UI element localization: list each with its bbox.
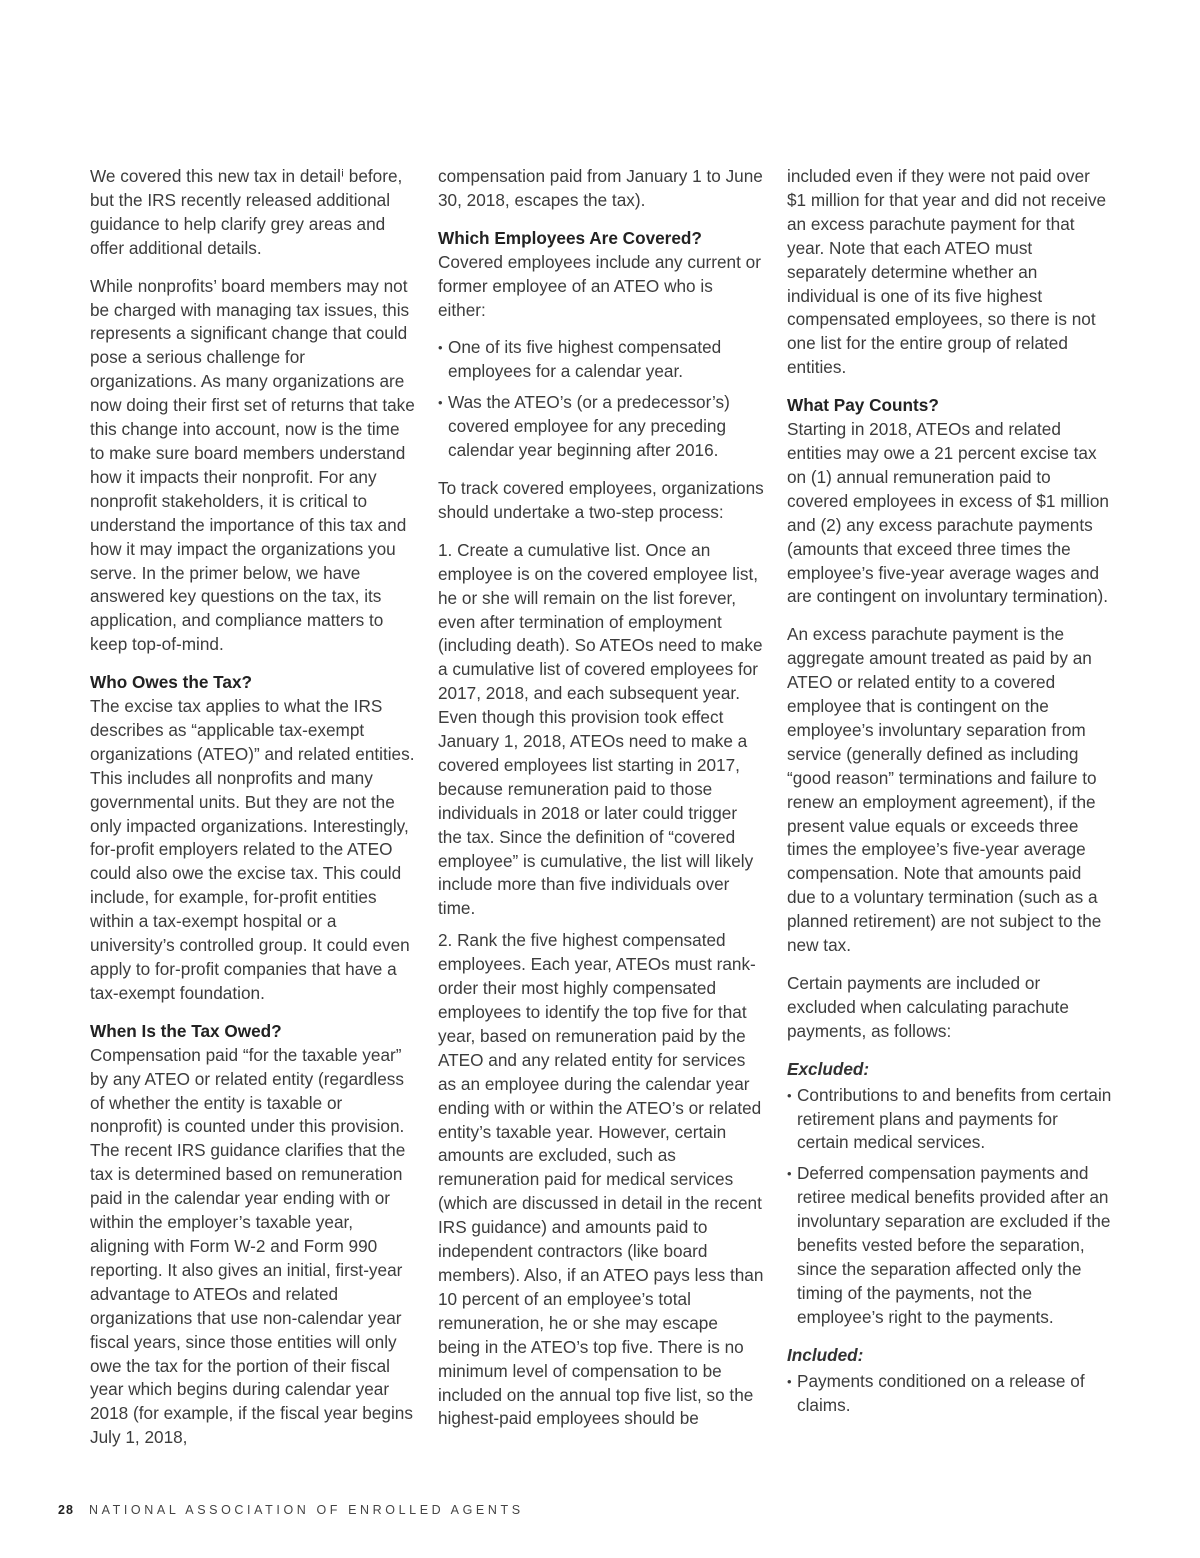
list-item: • Contributions to and benefits from certain retirement plans and payments for certain medical services.: [787, 1084, 1113, 1156]
paragraph: Starting in 2018, ATEOs and related entities may owe a 21 percent excise tax on (1) annual remuneration paid to covered employees in excess of $1 million and (2) any excess parachute payments (amounts that exceed three times the employee’s five-year average wages and are contingent on involuntary termination).: [787, 419, 1109, 607]
column-3: [787, 165, 1113, 1431]
paragraph: The excise tax applies to what the IRS describes as “applicable tax-exempt organizations (ATEO)” and related entities. This includes all nonprofits and many governmental units. But they are not the only impacted organizations. Interestingly, for-profit employers related to the ATEO could also owe the excise tax. This could include, for example, for-profit entities within a tax-exempt hospital or a university’s controlled group. It could even apply to for-profit companies that have a tax-exempt foundation.: [90, 696, 415, 1003]
heading-who-owes: Who Owes the Tax?: [90, 672, 253, 693]
section-what-pay-counts: [787, 394, 1113, 609]
page-number: 28: [58, 1503, 74, 1517]
paragraph: To track covered employees, organizations should undertake a two-step process:: [438, 477, 764, 522]
list-item: • One of its five highest compensated employees for a calendar year.: [438, 336, 764, 384]
heading-which-employees: Which Employees Are Covered?: [438, 227, 702, 248]
paragraph: included even if they were not paid over $1 million for that year and did not receive an excess parachute payment for that year. Note that each ATEO must separately determine whether an individual is one of its five highest compensated employees, so there is not one list for the entire group of related entities.: [787, 166, 1107, 378]
column-2: [438, 165, 764, 1445]
list-item: • Payments conditioned on a release of claims.: [787, 1370, 1113, 1418]
list-item: • Was the ATEO’s (or a predecessor’s) covered employee for any preceding calendar year beginning after 2016.: [438, 391, 764, 463]
paragraph: We covered this new tax in detailⁱ before, but the IRS recently released additional guidance to help clarify grey areas and offer additional details.: [90, 166, 403, 258]
paragraph: While nonprofits’ board members may not be charged with managing tax issues, this represents a significant change that could pose a serious challenge for organizations. As many organizations are now doing their first set of returns that take this change into account, now is the time to make sure board members understand how it impacts their nonprofit. For any nonprofit stakeholders, it is critical to understand the importance of this tax and how it may impact the organizations you serve. In the primer below, we have answered key questions on the tax, its application, and compliance matters to keep top-of-mind.: [90, 275, 415, 655]
excluded-list: [787, 1084, 1113, 1330]
publication-name: NATIONAL ASSOCIATION OF ENROLLED AGENTS: [88, 1503, 524, 1517]
list-item: • Deferred compensation payments and retiree medical benefits provided after an involuntary separation are excluded if the benefits vested before the separation, since the separation affected only the timing of the payments, not the employee’s right to the payments.: [787, 1162, 1113, 1329]
covered-employees-list: [438, 336, 764, 463]
paragraph: 2. Rank the five highest compensated employees. Each year, ATEOs must rank-order their most highly compensated employees to identify the top five for that year, based on remuneration paid by the ATEO and any related entity for services as an employee during the calendar year ending with or within the ATEO’s or related entity’s taxable year. However, certain amounts are excluded, such as remuneration paid for medical services (which are discussed in detail in the recent IRS guidance) and amounts paid to independent contractors (like board members). Also, if an ATEO pays less than 10 percent of an employee’s total remuneration, he or she may escape being in the ATEO’s top five. There is no minimum level of compensation to be included on the annual top five list, so the highest-paid employees should be: [438, 930, 764, 1429]
section-when-owed: [90, 1020, 416, 1450]
section-who-owes: [90, 671, 416, 1006]
paragraph: Certain payments are included or excluded when calculating parachute payments, as follows:: [787, 973, 1069, 1041]
paragraph: compensation paid from January 1 to June 30, 2018, escapes the tax).: [438, 166, 763, 210]
heading-when-owed: When Is the Tax Owed?: [90, 1020, 282, 1041]
heading-what-pay-counts: What Pay Counts?: [787, 395, 939, 416]
section-which-employees: [438, 227, 764, 323]
column-1: [90, 165, 416, 1464]
paragraph: 1. Create a cumulative list. Once an employee is on the covered employee list, he or she will remain on the list forever, even after termination of employment (including death). So ATEOs need to make a cumulative list of covered employees for 2017, 2018, and each subsequent year. Even though this provision took effect January 1, 2018, ATEOs need to make a covered employees list starting in 2017, because remuneration paid to those individuals in 2018 or later could trigger the tax. Since the definition of “covered employee” is cumulative, the list will likely include more than five individuals over time.: [438, 539, 763, 919]
paragraph: An excess parachute payment is the aggregate amount treated as paid by an ATEO or related entity to a covered employee that is contingent on the employee’s involuntary separation from service (generally defined as including “good reason” terminations and failure to renew an employment agreement), if the present value equals or exceeds three times the employee’s five-year average compensation. Note that amounts paid due to a voluntary termination (such as a planned retirement) are not subject to the new tax.: [787, 624, 1102, 956]
included-list: [787, 1370, 1113, 1418]
page-footer: [58, 1503, 524, 1517]
excluded-label: Excluded:: [787, 1058, 870, 1079]
paragraph: Covered employees include any current or former employee of an ATEO who is either:: [438, 251, 761, 320]
paragraph: Compensation paid “for the taxable year” by any ATEO or related entity (regardless of whether the entity is taxable or nonprofit) is counted under this provision. The recent IRS guidance clarifies that the tax is determined based on remuneration paid in the calendar year ending with or within the employer’s taxable year, aligning with Form W-2 and Form 990 reporting. It also gives an initial, first-year advantage to ATEOs and related organizations that use non-calendar year fiscal years, since those entities will only owe the tax for the portion of their fiscal year which begins during calendar year 2018 (for example, if the fiscal year begins July 1, 2018,: [90, 1044, 413, 1448]
included-label: Included:: [787, 1344, 864, 1365]
